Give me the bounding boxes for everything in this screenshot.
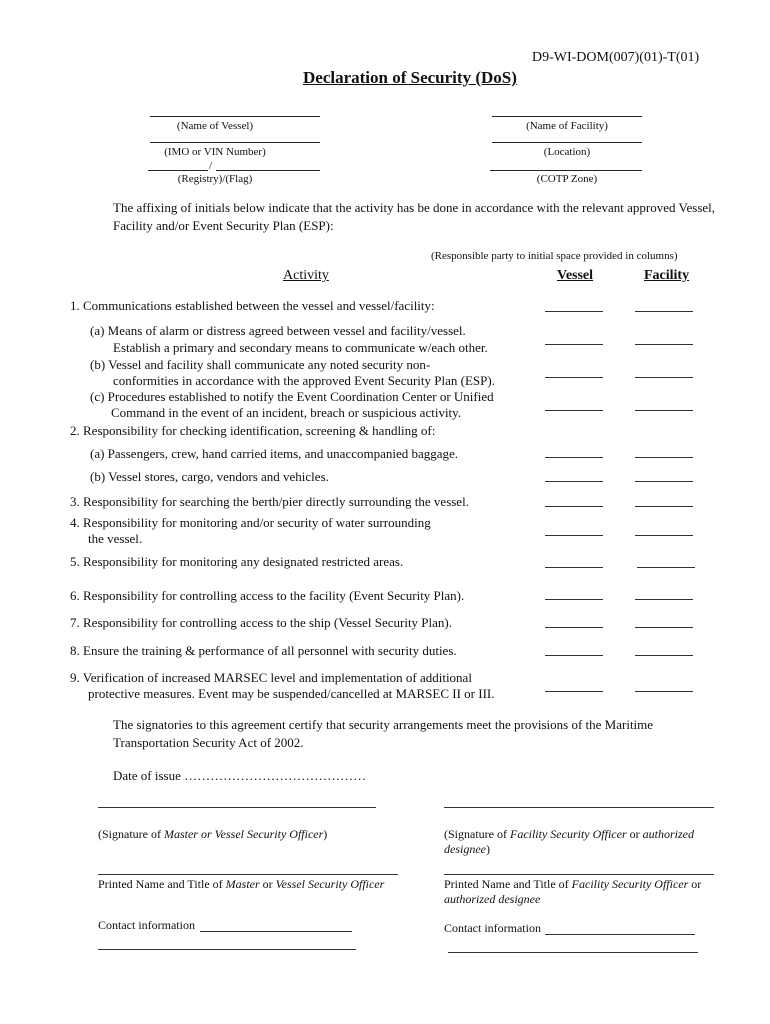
vessel-column-header: Vessel [557,268,594,283]
intro-text: The affixing of initials below indicate that the activity has be done in accordance with the relevant approved Vessel, Facility and/or Event Security Plan (ESP): [113,200,716,233]
initial-facility-7[interactable] [635,627,693,628]
page-title: Declaration of Security (DoS) [303,68,517,87]
activity-item-1b-cont: conformities in accordance with the approved Event Security Plan (ESP). [113,373,495,388]
location-label: (Location) [543,146,591,158]
initial-facility-8[interactable] [635,655,693,656]
facility-column-header: Facility [644,268,690,283]
initial-facility-1b[interactable] [635,377,693,378]
activity-item-4: 4. Responsibility for monitoring and/or security of water surrounding [70,515,431,530]
flag-line[interactable] [216,170,320,171]
master-contact-line-2[interactable] [98,949,356,950]
location-line[interactable] [492,142,642,143]
master-printed-name-line[interactable] [98,874,398,875]
initial-vessel-7[interactable] [545,627,603,628]
cotp-zone-line[interactable] [490,170,642,171]
initial-vessel-5[interactable] [545,567,603,568]
initial-facility-1c[interactable] [635,410,693,411]
activity-item-2a: (a) Passengers, crew, hand carried items, and unaccompanied baggage. [90,446,459,461]
facility-name-line[interactable] [492,116,642,117]
vessel-name-label: (Name of Vessel) [176,120,254,132]
initial-vessel-6[interactable] [545,599,603,600]
initial-vessel-8[interactable] [545,655,603,656]
activity-item-1: 1. Communications established between the vessel and vessel/facility: [70,298,435,313]
activity-item-7: 7. Responsibility for controlling access to the ship (Vessel Security Plan). [70,615,452,630]
fso-printed-name-line[interactable] [444,874,714,875]
initial-vessel-1[interactable] [545,311,603,312]
initial-facility-6[interactable] [635,599,693,600]
activity-item-8: 8. Ensure the training & performance of all personnel with security duties. [70,643,457,658]
fso-contact-label: Contact information [444,921,541,935]
initial-facility-1a[interactable] [635,344,693,345]
master-signature-label: (Signature of Master or Vessel Security Officer) [98,827,328,841]
initial-vessel-9[interactable] [545,691,603,692]
fso-signature-line[interactable] [444,807,714,808]
activity-item-1a: (a) Means of alarm or distress agreed between vessel and facility/vessel. [90,323,466,338]
cotp-zone-label: (COTP Zone) [536,173,598,185]
registry-flag-label: (Registry)/(Flag) [177,173,253,185]
initial-vessel-4[interactable] [545,535,603,536]
initial-vessel-1c[interactable] [545,410,603,411]
responsible-note: (Responsible party to initial space provided in columns) [431,250,678,262]
facility-name-label: (Name of Facility) [526,120,608,132]
activity-item-2: 2. Responsibility for checking identification, screening & handling of: [70,423,436,438]
imo-number-label: (IMO or VIN Number) [164,146,266,158]
fso-printed-name-label: Printed Name and Title of Facility Security Officer or authorized designee [444,877,702,906]
master-contact-label: Contact information [98,918,195,932]
activity-item-3: 3. Responsibility for searching the berth/pier directly surrounding the vessel. [70,494,469,509]
master-contact-line[interactable] [200,931,352,932]
activity-item-9: 9. Verification of increased MARSEC level and implementation of additional [70,670,472,685]
certification-text: The signatories to this agreement certify that security arrangements meet the provisions of the Maritime Transportation Security Act of 2002. [113,717,654,750]
initial-facility-2b[interactable] [635,481,693,482]
activity-item-1a-cont: Establish a primary and secondary means to communicate w/each other. [113,340,488,355]
activity-item-5: 5. Responsibility for monitoring any designated restricted areas. [70,554,404,569]
initial-facility-9[interactable] [635,691,693,692]
activity-item-1c-cont: Command in the event of an incident, breach or suspicious activity. [111,405,462,420]
fso-signature-label: (Signature of Facility Security Officer or authorized designee) [444,827,694,856]
activity-item-1b: (b) Vessel and facility shall communicate any noted security non- [90,357,431,372]
date-of-issue[interactable]: Date of issue …………………………………… [113,768,367,783]
initial-facility-5[interactable] [637,567,695,568]
master-printed-name-label: Printed Name and Title of Master or Vessel Security Officer [98,877,385,891]
initial-facility-3[interactable] [635,506,693,507]
initial-facility-1[interactable] [635,311,693,312]
initial-vessel-2b[interactable] [545,481,603,482]
initial-vessel-3[interactable] [545,506,603,507]
activity-item-4-cont: the vessel. [88,531,143,546]
activity-item-2b: (b) Vessel stores, cargo, vendors and vehicles. [90,469,329,484]
initial-facility-2a[interactable] [635,457,693,458]
fso-contact-line-2[interactable] [448,952,698,953]
activity-item-6: 6. Responsibility for controlling access to the facility (Event Security Plan). [70,588,465,603]
registry-line[interactable] [148,170,208,171]
imo-number-line[interactable] [150,142,320,143]
initial-vessel-1b[interactable] [545,377,603,378]
initial-vessel-2a[interactable] [545,457,603,458]
initial-facility-4[interactable] [635,535,693,536]
activity-item-9-cont: protective measures. Event may be suspended/cancelled at MARSEC II or III. [88,686,495,701]
form-id: D9-WI-DOM(007)(01)-T(01) [532,50,700,65]
vessel-name-line[interactable] [150,116,320,117]
master-signature-line[interactable] [98,807,376,808]
activity-item-1c: (c) Procedures established to notify the Event Coordination Center or Unified [90,389,494,404]
registry-slash: / [209,160,213,172]
activity-column-header: Activity [283,268,329,283]
fso-contact-line[interactable] [545,934,695,935]
initial-vessel-1a[interactable] [545,344,603,345]
